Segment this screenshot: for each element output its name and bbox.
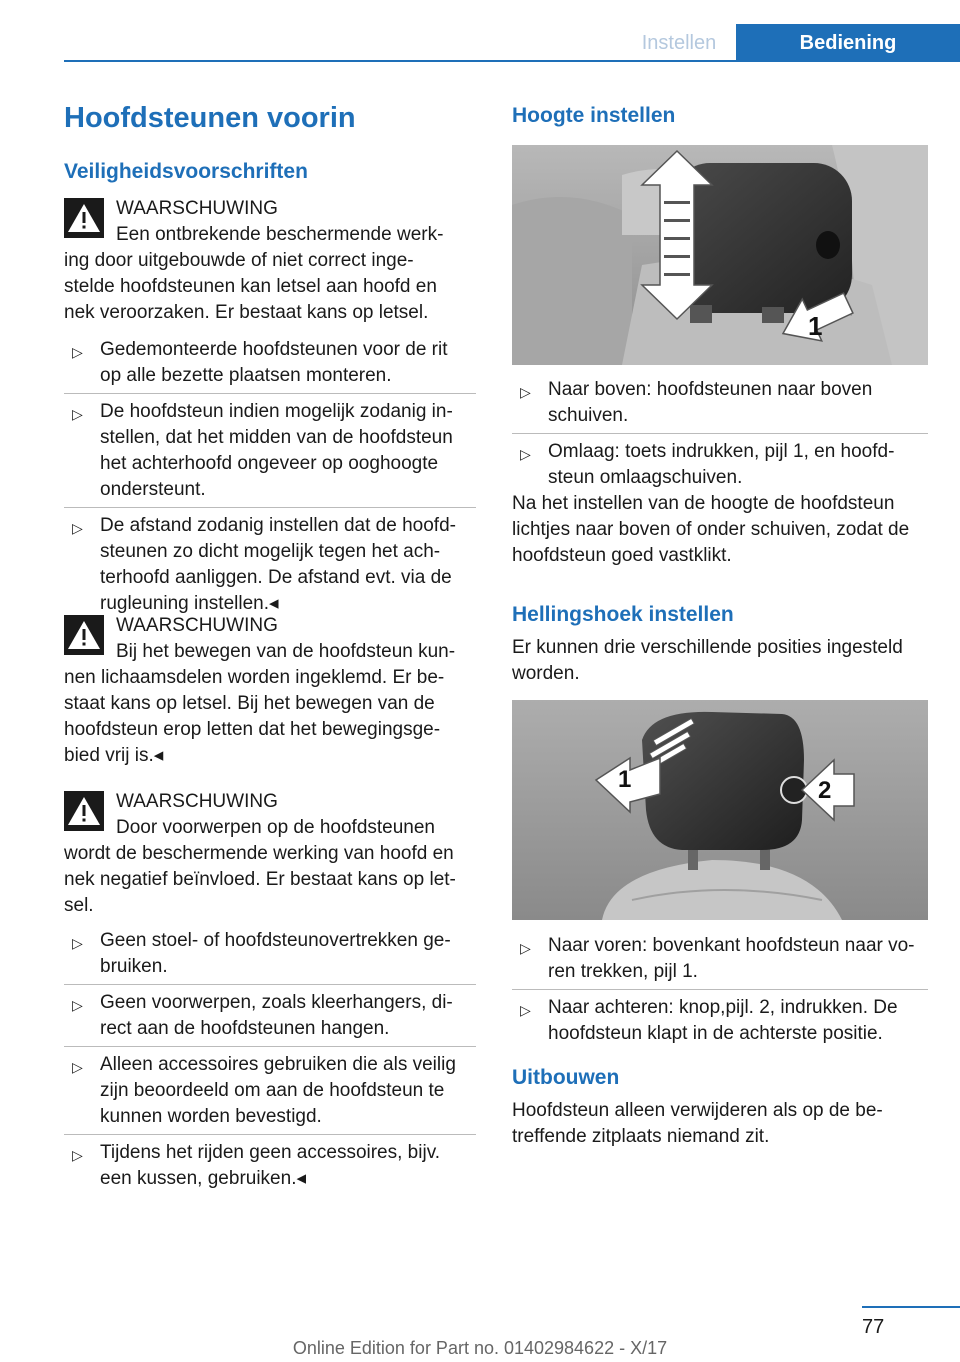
warning-text-line: wordt de beschermende werking van hoofd en — [64, 843, 454, 864]
warning-text-line: hoofdsteun erop letten dat het bewegingsge- — [64, 719, 441, 740]
bullet-triangle-icon: ▷ — [520, 384, 531, 400]
warning-icon — [64, 791, 104, 831]
list-item: ▷ Alleen accessoires gebruiken die als veilig zijn beoordeeld om aan de hoofdsteun te kunnen worden bevestigd. — [64, 1052, 476, 1130]
edition-text: Online Edition for Part no. 01402984622 - X/17 — [292, 1338, 668, 1358]
section-title-tilt: Hellingshoek instellen — [512, 603, 734, 626]
callout-1: 1 — [808, 311, 823, 341]
warning-text-line: Een ontbrekende beschermende werk- — [116, 224, 444, 245]
warning-icon — [64, 198, 104, 238]
warning-text-line: Door voorwerpen op de hoofdsteunen — [116, 817, 436, 838]
warning-text-line: sel. — [64, 895, 94, 916]
tab-bediening[interactable]: Bediening — [736, 24, 960, 62]
page-number: 77 — [862, 1316, 885, 1338]
warning-block-2 — [64, 613, 476, 769]
tab-instellen[interactable]: Instellen — [641, 31, 717, 54]
warning-label: WAARSCHUWING — [116, 791, 278, 812]
section-title-safety: Veiligheidsvoorschriften — [64, 160, 308, 183]
warning-label: WAARSCHUWING — [116, 198, 278, 219]
list-item: ▷ Gedemonteerde hoofdsteunen voor de rit op alle bezette plaatsen monteren. — [64, 337, 476, 389]
tilt-paragraph: Er kunnen drie verschillende posities ingesteld worden. — [512, 637, 903, 684]
callout-1: 1 — [618, 766, 632, 793]
footer-divider — [862, 1306, 960, 1308]
warning-text-line: nen lichaamsdelen worden ingeklemd. Er be- — [64, 667, 445, 688]
bullet-triangle-icon: ▷ — [72, 997, 83, 1013]
list-item: ▷ Geen stoel- of hoofdsteunovertrekken ge- bruiken. — [64, 928, 476, 980]
bullet-triangle-icon: ▷ — [520, 1002, 531, 1018]
safety-list-2 — [64, 928, 476, 1192]
bullet-triangle-icon: ▷ — [72, 1059, 83, 1075]
bullet-triangle-icon: ▷ — [520, 940, 531, 956]
warning-block-1 — [64, 196, 476, 326]
header-divider — [64, 60, 960, 62]
headrest-height-illustration — [512, 145, 928, 365]
warning-text-line: ing door uitgebouwde of niet correct inge- — [64, 250, 414, 271]
list-item: ▷ De afstand zodanig instellen dat de hoofd- steunen zo dicht mogelijk tegen het ach- terhoofd aanliggen. De afstand evt. via de rugleuning instellen.◂ — [72, 515, 456, 614]
list-item: ▷ Naar voren: bovenkant hoofdsteun naar vo- ren trekken, pijl 1. — [512, 933, 928, 985]
bullet-triangle-icon: ▷ — [72, 406, 83, 422]
section-title-removal: Uitbouwen — [512, 1066, 620, 1089]
height-paragraph: Na het instellen van de hoogte de hoofdsteun lichtjes naar boven of onder schuiven, zodat de hoofdsteun goed vastklikt. — [512, 493, 910, 566]
safety-list-1 — [64, 337, 476, 617]
warning-text-line: staat kans op letsel. Bij het bewegen van de — [64, 693, 435, 714]
list-item: ▷ Geen voorwerpen, zoals kleerhangers, di- rect aan de hoofdsteunen hangen. — [64, 990, 476, 1042]
warning-text-line: bied vrij is.◂ — [64, 745, 164, 766]
list-item: ▷ Omlaag: toets indrukken, pijl 1, en hoofd- steun omlaagschuiven. — [520, 441, 895, 488]
bullet-triangle-icon: ▷ — [72, 935, 83, 951]
warning-icon — [64, 615, 104, 655]
warning-label: WAARSCHUWING — [116, 615, 278, 636]
list-item: ▷ Naar achteren: knop,pijl. 2, indrukken. De hoofdsteun klapt in de achterste positie. — [520, 997, 898, 1044]
list-item: ▷ Naar boven: hoofdsteunen naar boven schuiven. — [512, 377, 928, 429]
bullet-triangle-icon: ▷ — [520, 446, 531, 462]
tilt-list — [512, 933, 928, 1047]
warning-text-line: nek veroorzaken. Er bestaat kans op letsel. — [64, 302, 429, 323]
height-list — [512, 377, 928, 491]
warning-text-line: stelde hoofdsteunen kan letsel aan hoofd en — [64, 276, 437, 297]
bullet-triangle-icon: ▷ — [72, 344, 83, 360]
removal-paragraph: Hoofdsteun alleen verwijderen als op de be- treffende zitplaats niemand zit. — [512, 1100, 883, 1147]
headrest-tilt-illustration — [512, 700, 928, 920]
section-title-height: Hoogte instellen — [512, 104, 676, 127]
warning-text-line: nek negatief beïnvloed. Er bestaat kans op let- — [64, 869, 456, 890]
list-item: ▷ De hoofdsteun indien mogelijk zodanig in- stellen, dat het midden van de hoofdsteun het achterhoofd ongeveer op ooghoogte ondersteunt. — [64, 399, 476, 503]
callout-2: 2 — [818, 777, 832, 804]
warning-text-line: Bij het bewegen van de hoofdsteun kun- — [116, 641, 456, 662]
warning-block-3 — [64, 789, 476, 919]
bullet-triangle-icon: ▷ — [72, 520, 83, 536]
page-title: Hoofdsteunen voorin — [64, 102, 356, 134]
bullet-triangle-icon: ▷ — [72, 1147, 83, 1163]
list-item: ▷ Tijdens het rijden geen accessoires, bijv. een kussen, gebruiken.◂ — [72, 1142, 441, 1189]
